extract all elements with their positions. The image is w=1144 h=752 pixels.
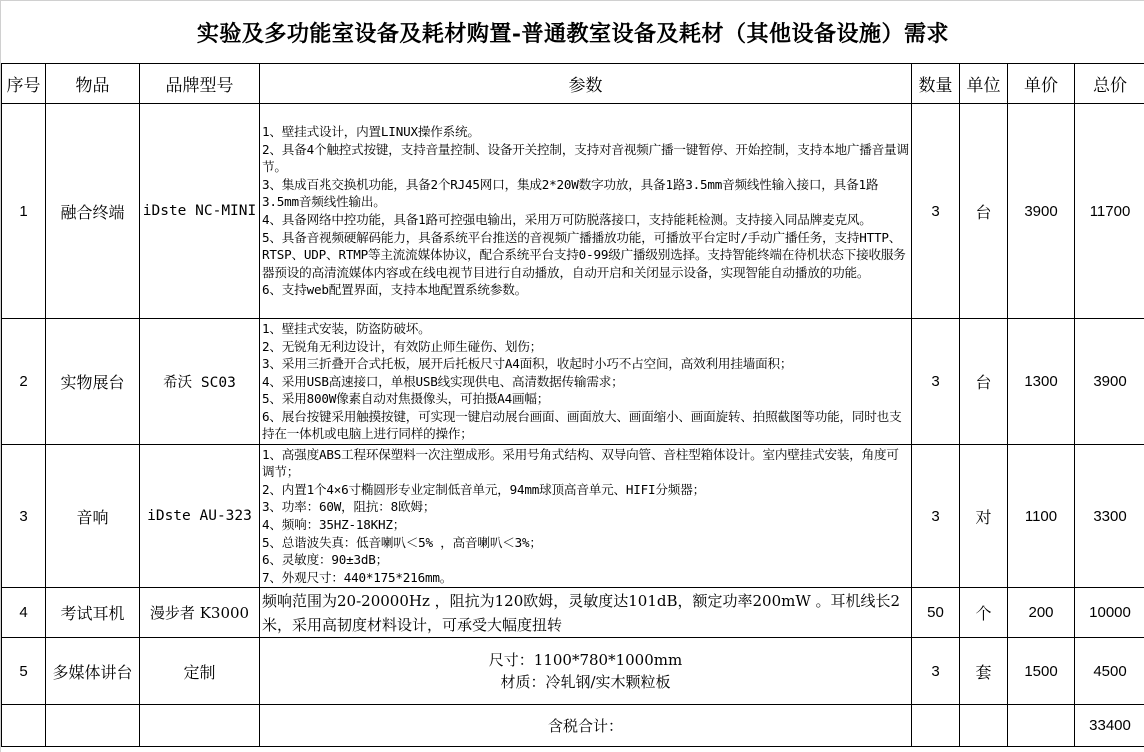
param-line: 4、采用USB高速接口，单根USB线实现供电、高清数据传输需求； [262,373,624,389]
cell-empty[interactable] [960,705,1008,747]
cell-index[interactable]: 3 [2,445,46,588]
cell-item[interactable]: 融合终端 [46,104,140,319]
cell-model[interactable]: iDste NC-MINI [140,104,260,319]
total-label[interactable]: 含税合计： [260,705,912,747]
cell-params[interactable] [260,588,912,638]
cell-empty[interactable] [46,705,140,747]
cell-unit[interactable]: 对 [960,445,1008,588]
cell-unit[interactable]: 台 [960,319,1008,445]
header-qty[interactable]: 数量 [912,64,960,104]
cell-params[interactable] [260,638,912,705]
cell-qty[interactable]: 3 [912,638,960,705]
cell-unit[interactable]: 套 [960,638,1008,705]
table-row [2,638,1144,705]
param-line: 4、频响：35HZ-18KHZ； [262,517,406,532]
requirements-table [1,63,1144,747]
cell-unit-price[interactable]: 1500 [1008,638,1075,705]
param-line: 尺寸：1100*780*1000mm [488,651,683,669]
cell-params[interactable] [260,445,912,588]
cell-unit[interactable]: 台 [960,104,1008,319]
cell-item[interactable]: 音响 [46,445,140,588]
cell-empty[interactable] [140,705,260,747]
sheet-title: 实验及多功能室设备及耗材购置-普通教室设备及耗材（其他设备设施）需求 [196,20,950,47]
table-row [2,445,1144,588]
param-line: 材质：冷轧钢/实木颗粒板 [500,673,671,691]
param-line: 7、外观尺寸：440*175*216mm。 [262,569,453,585]
header-params[interactable]: 参数 [260,64,912,104]
param-line: 5、采用800W像素自动对焦摄像头，可拍摄A4画幅； [262,391,550,407]
param-line: 5、具备音视频硬解码能力，具备系统平台推送的音视频广播播放功能，可播放平台定时/手动广播任务，支持HTTP、RTSP、UDP、RTMP等主流流媒体协议，配合系统平台支持0-99级广播级别选择。支持智能终端在待机状态下接收服务器预设的高清流媒体内容或在线电视节目进行自动播放，自动开启和关闭显示设备，实现智能自动播放的功能。 [262,229,906,280]
param-line: 3、功率：60W，阻抗：8欧姆； [262,499,436,515]
cell-total[interactable]: 3900 [1075,319,1144,445]
table-row [2,588,1144,638]
param-line: 6、灵敏度：90±3dB； [262,552,389,568]
cell-empty[interactable] [1008,705,1075,747]
table-row [2,104,1144,319]
cell-model[interactable]: iDste AU-323 [140,445,260,588]
cell-empty[interactable] [2,705,46,747]
param-line: 1、壁挂式安装，防盗防破坏。 [262,320,431,336]
param-line: 2、无锐角无利边设计，有效防止师生碰伤、划伤； [262,338,543,354]
cell-index[interactable]: 5 [2,638,46,705]
cell-qty[interactable]: 50 [912,588,960,638]
cell-item[interactable]: 实物展台 [46,319,140,445]
table-row [2,319,1144,445]
cell-unit-price[interactable]: 3900 [1008,104,1075,319]
cell-model[interactable]: 漫步者 K3000 [140,588,260,638]
header-index[interactable]: 序号 [2,64,46,104]
param-line: 1、壁挂式设计，内置LINUX操作系统。 [262,124,480,140]
cell-total[interactable]: 4500 [1075,638,1144,705]
cell-unit[interactable]: 个 [960,588,1008,638]
param-line: 3、采用三折叠开合式托板，展开后托板尺寸A4面积，收起时小巧不占空间，高效利用挂墙面积； [262,356,793,372]
cell-qty[interactable]: 3 [912,104,960,319]
cell-index[interactable]: 4 [2,588,46,638]
cell-model[interactable]: 定制 [140,638,260,705]
header-model[interactable]: 品牌型号 [140,64,260,104]
cell-total[interactable]: 11700 [1075,104,1144,319]
cell-item[interactable]: 考试耳机 [46,588,140,638]
cell-unit-price[interactable]: 200 [1008,588,1075,638]
cell-index[interactable]: 2 [2,319,46,445]
header-item[interactable]: 物品 [46,64,140,104]
header-total[interactable]: 总价 [1075,64,1144,104]
header-unit[interactable]: 单位 [960,64,1008,104]
param-line: 6、支持web配置界面，支持本地配置系统参数。 [262,282,528,298]
cell-model[interactable]: 希沃 SC03 [140,319,260,445]
cell-qty[interactable]: 3 [912,445,960,588]
cell-empty[interactable] [912,705,960,747]
param-line: 4、具备网络中控功能，具备1路可控强电输出，采用万可防脱落接口，支持能耗检测。支持接入同品牌麦克风。 [262,212,872,227]
cell-total[interactable]: 3300 [1075,445,1144,588]
cell-qty[interactable]: 3 [912,319,960,445]
header-unit-price[interactable]: 单价 [1008,64,1075,104]
cell-params[interactable] [260,319,912,445]
cell-item[interactable]: 多媒体讲台 [46,638,140,705]
cell-unit-price[interactable]: 1100 [1008,445,1075,588]
total-row [2,705,1144,747]
param-line: 5、总谐波失真：低音喇叭＜5% ，高音喇叭＜3%； [262,534,542,550]
param-line: 频响范围为20-20000Hz ，阻抗为120欧姆，灵敏度达101dB，额定功率200mW 。耳机线长2米，采用高韧度材料设计，可承受大幅度扭转 [262,591,901,634]
cell-index[interactable]: 1 [2,104,46,319]
cell-unit-price[interactable]: 1300 [1008,319,1075,445]
cell-params[interactable] [260,104,912,319]
param-line: 1、高强度ABS工程环保塑料一次注塑成形。采用号角式结构、双导向管、音柱型箱体设计。室内壁挂式安装，角度可调节； [262,446,899,480]
param-line: 2、内置1个4×6寸椭圆形专业定制低音单元，94mm球顶高音单元、HIFI分频器； [262,481,705,497]
cell-total[interactable]: 10000 [1075,588,1144,638]
param-line: 6、展台按键采用触摸按键，可实现一键启动展台画面、画面放大、画面缩小、画面旋转、拍照截图等功能，同时也支持在一体机或电脑上进行同样的操作； [262,408,902,442]
param-line: 3、集成百兆交换机功能，具备2个RJ45网口，集成2*20W数字功放，具备1路3.5mm音频线性输入接口，具备1路3.5mm音频线性输出。 [262,176,879,210]
header-row [2,64,1144,104]
param-line: 2、具备4个触控式按键，支持音量控制、设备开关控制，支持对音视频广播一键暂停、开始控制，支持本地广播音量调节。 [262,141,909,175]
grand-total[interactable]: 33400 [1075,705,1144,747]
